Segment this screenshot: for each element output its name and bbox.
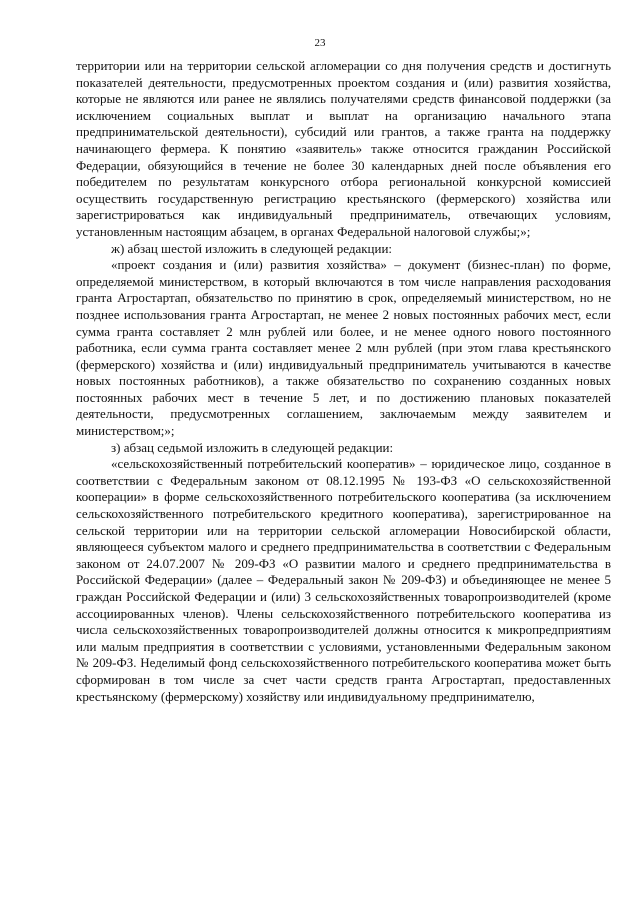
paragraph: «сельскохозяйственный потребительский кооператив» – юридическое лицо, созданное в соответствии с Федеральным законом от 08.12.1995 № 193-ФЗ «О сельскохозяйственной кооперации» в форме сельскохозяйственного потребительского кооператива (за исключением сельскохозяйственного потребительского кредитного кооператива), зарегистрированное на сельской территории или на территории сельской агломерации Новосибирской области, являющееся субъектом малого и среднего предпринимательства в соответствии с Федеральным законом от 24.07.2007 № 209-ФЗ «О развитии малого и среднего предпринимательства в Российской Федерации» (далее – Федеральный закон № 209-ФЗ) и объединяющее не менее 5 граждан Российской Федерации и (или) 3 сельскохозяйственных товаропроизводителей (кроме ассоциированных членов). Члены сельскохозяйственного потребительского кооператива из числа сельскохозяйственных товаропроизводителей должны относится к микропредприятиям или малым предприятия в соответствии с условиями, установленными Федеральным законом № 209-ФЗ. Неделимый фонд сельскохозяйственного потребительского кооператива может быть сформирован в том числе за счет части средств гранта Агростартап, предоставленных крестьянскому (фермерскому) хозяйству или индивидуальному предпринимателю, xyxy=(76,456,611,704)
paragraph: территории или на территории сельской агломерации со дня получения средств и достигнуть показателей деятельности, предусмотренных проектом создания и (или) развития хозяйства, которые не являются или ранее не являлись получателями средств финансовой поддержки (за исключением социальных выплат и выплат на организацию начального этапа предпринимательской деятельности), субсидий или грантов, а также гранта на поддержку начинающего фермера. К понятию «заявитель» также относится гражданин Российской Федерации, обязующийся в течение не более 30 календарных дней после объявления его победителем по результатам конкурсного отбора региональной конкурсной комиссией осуществить государственную регистрацию крестьянского (фермерского) хозяйства или зарегистрироваться как индивидуальный предприниматель, отвечающих условиям, установленным настоящим абзацем, в органах Федеральной налоговой службы;»; xyxy=(76,58,611,239)
paragraph: з) абзац седьмой изложить в следующей редакции: xyxy=(111,439,394,455)
paragraph: ж) абзац шестой изложить в следующей редакции: xyxy=(111,240,393,256)
paragraph: «проект создания и (или) развития хозяйства» – документ (бизнес-план) по форме, определяемой министерством, в который включаются в том числе направления расходования гранта Агростартап, обязательство по принятию в срок, определяемый министерством, но не позднее использования гранта Агростартап, не менее 2 новых постоянных рабочих мест, если сумма гранта составляет 2 млн рублей или более, и не менее одного нового постоянного работника, если сумма гранта составляет менее 2 млн рублей (при этом глава крестьянского (фермерского) хозяйства и (или) индивидуальный предприниматель учитываются в качестве новых постоянных работников), а также обязательство по сохранению созданных новых постоянных рабочих мест в течение 5 лет, и по достижению плановых показателей деятельности, предусмотренных соглашением, заключаемым между заявителем и министерством;»; xyxy=(76,257,611,439)
body-text xyxy=(76,58,611,705)
page-number: 23 xyxy=(314,37,326,49)
